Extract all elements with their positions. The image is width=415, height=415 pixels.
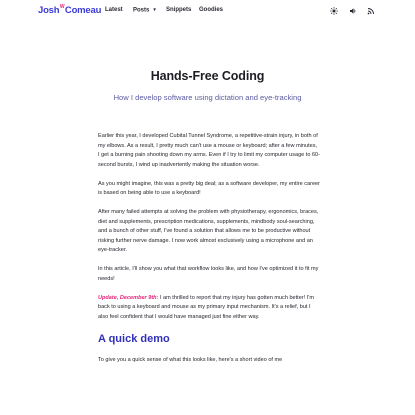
- rss-icon: [367, 7, 375, 15]
- logo-first-name: Josh: [38, 5, 60, 16]
- speaker-icon: [349, 7, 357, 15]
- site-logo[interactable]: [38, 4, 101, 18]
- nav-goodies-link[interactable]: Goodies: [199, 7, 224, 13]
- update-note: [98, 294, 320, 323]
- section-heading-quick-demo[interactable]: A quick demo: [98, 332, 170, 345]
- page-subtitle: How I develop software using dictation and eye-tracking: [113, 93, 302, 102]
- logo-last-name: Comeau: [64, 5, 102, 16]
- rss-feed-button[interactable]: [365, 5, 376, 16]
- article-paragraph: Earlier this year, I developed Cubital Tunnel Syndrome, a repetitive-strain injury, in both of my elbows. As a result, I pretty much can't use a mouse or keyboard; after a few minutes, I get a burning pain shooting down my arms. Even if I try to limit my computer usage to 60-second bursts, I wind up inadvertently making the situation worse.: [98, 133, 320, 168]
- article-paragraph: In this article, I'll show you what that workflow looks like, and how I've optimized it to fit my needs!: [98, 266, 319, 282]
- update-label: Update, December 9th:: [98, 294, 159, 301]
- chevron-down-icon: ▼: [152, 7, 157, 12]
- logo-middle-initial: W: [59, 4, 65, 10]
- article-paragraph: As you might imagine, this was a pretty big deal; as a software developer, my entire career is based on being able to use a keyboard!: [98, 180, 320, 196]
- update-text: I am thrilled to report that my injury has gotten much better! I'm back to using a keyboard and mouse as my primary input mechanism. It's a relief, but I also feel confident that I would have managed just fine either way.: [98, 294, 314, 320]
- article-body: [98, 132, 320, 375]
- theme-toggle-button[interactable]: [328, 5, 339, 16]
- site-header: [0, 0, 415, 22]
- page-title: Hands-Free Coding: [150, 69, 265, 83]
- nav-posts-dropdown[interactable]: [133, 7, 157, 14]
- nav-snippets-link[interactable]: Snippets: [166, 7, 192, 13]
- nav-posts-label: Posts: [133, 7, 150, 14]
- article-paragraph: To give you a quick sense of what this looks like, here's a short video of me: [98, 356, 283, 363]
- sound-toggle-button[interactable]: [347, 5, 358, 16]
- nav-latest-link[interactable]: Latest: [105, 7, 123, 13]
- sun-icon: [330, 7, 338, 15]
- article-paragraph: After many failed attempts at solving the problem with physiotherapy, ergonomics, braces, diet and supplements, prescription medications, supplements, mindbody soul-searching, and a bunch of other stuff, I've found a solution that allows me to be productive without risking further nerve damage. I now work almost exclusively using a microphone and an eye-tracker.: [98, 209, 319, 253]
